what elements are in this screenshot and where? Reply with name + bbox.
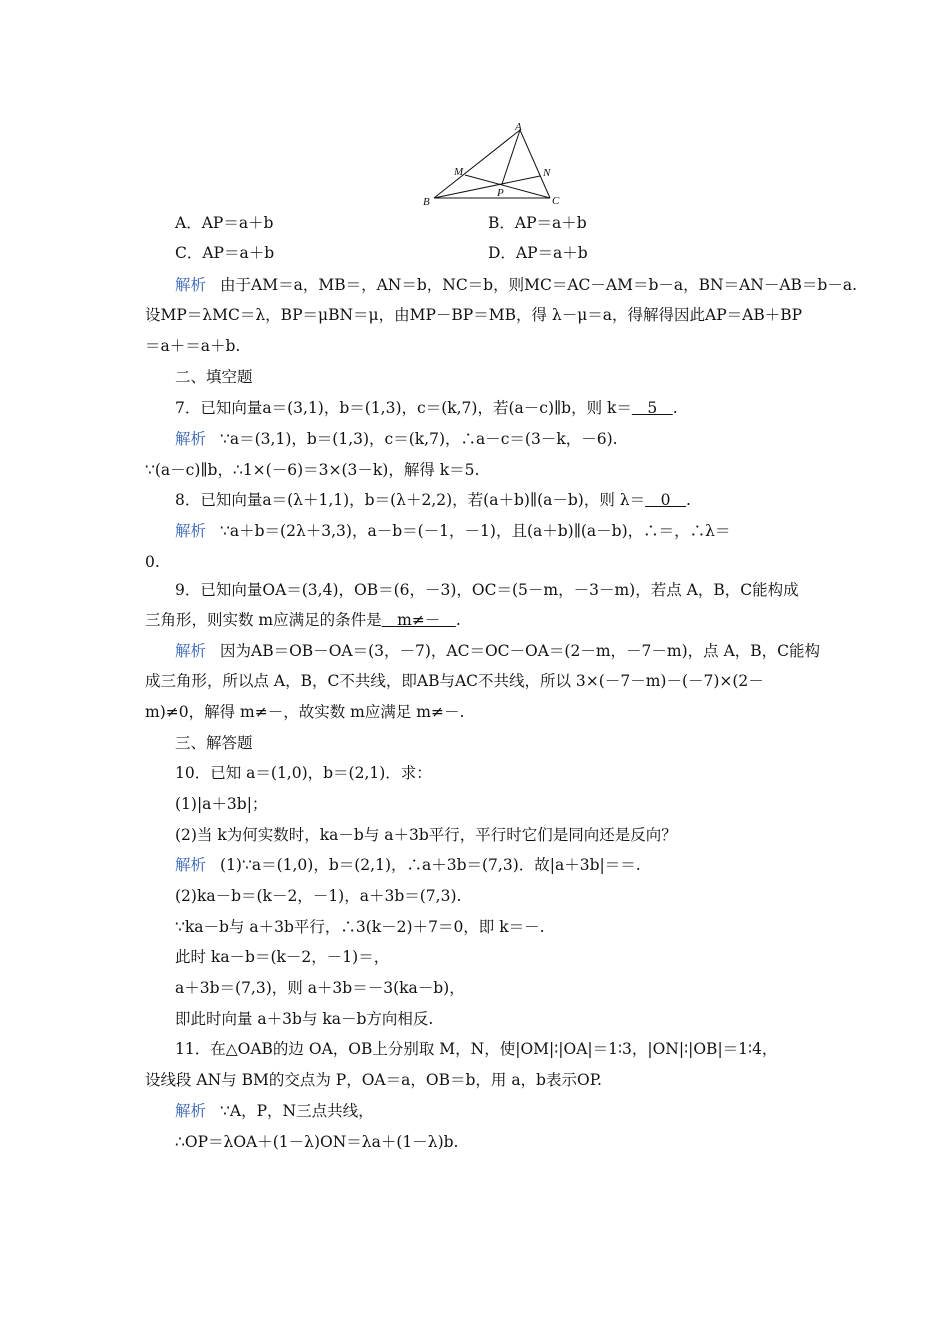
text-line — [175, 733, 950, 753]
line-text: 设MP＝λMC＝λ，BP＝μBN＝μ，由MP－BP＝MB，得 λ－μ＝a，得解得因此AP＝AB＋BP — [145, 306, 803, 324]
line-tail: . — [685, 491, 691, 509]
label-b: B — [423, 196, 430, 208]
line-text: 由于AM＝a，MB＝，AN＝b，NC＝b，则MC＝AC－AM＝b－a，BN＝AN－AB＝b－a. — [220, 276, 858, 294]
analysis-label: 解析 — [175, 856, 207, 874]
answer-blank: 5 — [631, 399, 673, 417]
text-line — [175, 763, 950, 783]
analysis-label: 解析 — [175, 430, 207, 448]
text-line — [145, 460, 950, 480]
text-line — [175, 490, 950, 510]
line-text: ∵a＝(3,1)，b＝(1,3)，c＝(k,7)，∴a－c＝(3－k，－6). — [220, 430, 618, 448]
text-line — [175, 580, 950, 600]
option-c: C．AP＝a＋b — [175, 244, 275, 262]
line-text: 此时 ka－b＝(k－2，－1)＝， — [175, 948, 390, 966]
line-text: 三、解答题 — [175, 734, 253, 752]
line-text: 三角形，则实数 m应满足的条件是 — [145, 611, 382, 629]
text-line — [145, 702, 950, 722]
segment-ap — [502, 130, 520, 184]
line-text: 11．在△OAB的边 OA，OB上分别取 M，N，使|OM|∶|OA|＝1∶3，|ON|∶|OB|＝1∶4， — [175, 1040, 778, 1058]
text-line — [175, 641, 950, 661]
edge-ac — [520, 130, 550, 198]
text-line — [175, 1101, 950, 1121]
text-line — [175, 521, 950, 541]
label-c: C — [552, 195, 560, 207]
text-line — [175, 275, 950, 295]
text-line — [175, 398, 950, 418]
text-line — [175, 917, 950, 937]
label-n: N — [543, 167, 551, 179]
label-p: P — [497, 187, 504, 199]
segment-bn — [434, 176, 540, 198]
text-line — [175, 794, 950, 814]
text-line — [175, 947, 950, 967]
label-a: A — [515, 121, 522, 133]
line-text: 8．已知向量a＝(λ＋1,1)，b＝(λ＋2,2)，若(a＋b)∥(a－b)，则 λ＝ — [175, 491, 646, 509]
edge-ba — [434, 130, 520, 198]
text-line — [175, 1132, 950, 1152]
analysis-label: 解析 — [175, 642, 207, 660]
text-line — [175, 978, 950, 998]
line-tail: . — [672, 399, 678, 417]
text-line — [175, 855, 950, 875]
line-text: (1)∵a＝(1,0)，b＝(2,1)，∴a＋3b＝(7,3)．故|a＋3b|＝＝. — [220, 856, 641, 874]
text-line — [175, 825, 950, 845]
segment-mc — [465, 175, 550, 198]
text-line — [175, 886, 950, 906]
text-line — [175, 367, 950, 387]
text-line — [145, 1070, 950, 1090]
text-line — [145, 552, 950, 572]
line-text: (2)ka－b＝(k－2，－1)，a＋3b＝(7,3). — [175, 887, 462, 905]
text-line — [175, 1009, 950, 1029]
answer-blank: m≠－ — [381, 611, 456, 629]
line-text: a＋3b＝(7,3)，则 a＋3b＝－3(ka－b)， — [175, 979, 465, 997]
text-line — [145, 671, 950, 691]
line-text: 即此时向量 a＋3b与 ka－b方向相反. — [175, 1010, 434, 1028]
line-text: (2)当 k为何实数时，ka－b与 a＋3b平行，平行时它们是同向还是反向？ — [175, 826, 677, 844]
line-text: ＝a＋＝a＋b. — [145, 337, 241, 355]
line-text: 9．已知向量OA＝(3,4)，OB＝(6，－3)，OC＝(5－m，－3－m)，若点 A，B，C能构成 — [175, 581, 799, 599]
line-text: ∵A，P，N三点共线， — [220, 1102, 374, 1120]
line-text: ∴OP＝λOA＋(1－λ)ON＝λa＋(1－λ)b. — [175, 1133, 459, 1151]
line-text: 10．已知 a＝(1,0)，b＝(2,1)．求： — [175, 764, 432, 782]
text-line — [175, 1039, 950, 1059]
line-text: ∵a＋b＝(2λ＋3,3)，a－b＝(－1，－1)，且(a＋b)∥(a－b)，∴＝，∴λ＝ — [220, 522, 731, 540]
line-text: 因为AB＝OB－OA＝(3，－7)，AC＝OC－OA＝(2－m，－7－m)，点 A，B，C能构 — [220, 642, 821, 660]
analysis-label: 解析 — [175, 1102, 207, 1120]
triangle-figure — [420, 120, 570, 212]
label-m: M — [454, 166, 464, 178]
option-b: B．AP＝a＋b — [488, 214, 587, 232]
line-text: 成三角形，所以点 A，B，C不共线，即AB与AC不共线，所以 3×(－7－m)－(－7)×(2－ — [145, 672, 764, 690]
answer-blank: 0 — [645, 491, 686, 509]
line-text: ∵(a－c)∥b，∴1×(－6)＝3×(3－k)，解得 k＝5. — [145, 461, 480, 479]
line-text: 7．已知向量a＝(3,1)，b＝(1,3)，c＝(k,7)，若(a－c)∥b，则 k＝ — [175, 399, 632, 417]
text-line — [175, 429, 950, 449]
option-d: D．AP＝a＋b — [488, 244, 588, 262]
line-text: (1)|a＋3b|； — [175, 795, 268, 813]
line-text: 0. — [145, 553, 160, 571]
line-text: m)≠0，解得 m≠－，故实数 m应满足 m≠－. — [145, 703, 465, 721]
analysis-label: 解析 — [175, 276, 207, 294]
option-a: A．AP＝a＋b — [175, 214, 274, 232]
analysis-label: 解析 — [175, 522, 207, 540]
line-text: 设线段 AN与 BM的交点为 P，OA＝a，OB＝b，用 a，b表示OP. — [145, 1071, 602, 1089]
line-tail: . — [455, 611, 461, 629]
line-text: ∵ka－b与 a＋3b平行，∴3(k－2)＋7＝0，即 k＝－. — [175, 918, 545, 936]
text-line — [145, 610, 950, 630]
line-text: 二、填空题 — [175, 368, 253, 386]
text-line — [145, 305, 950, 325]
text-line — [145, 336, 950, 356]
